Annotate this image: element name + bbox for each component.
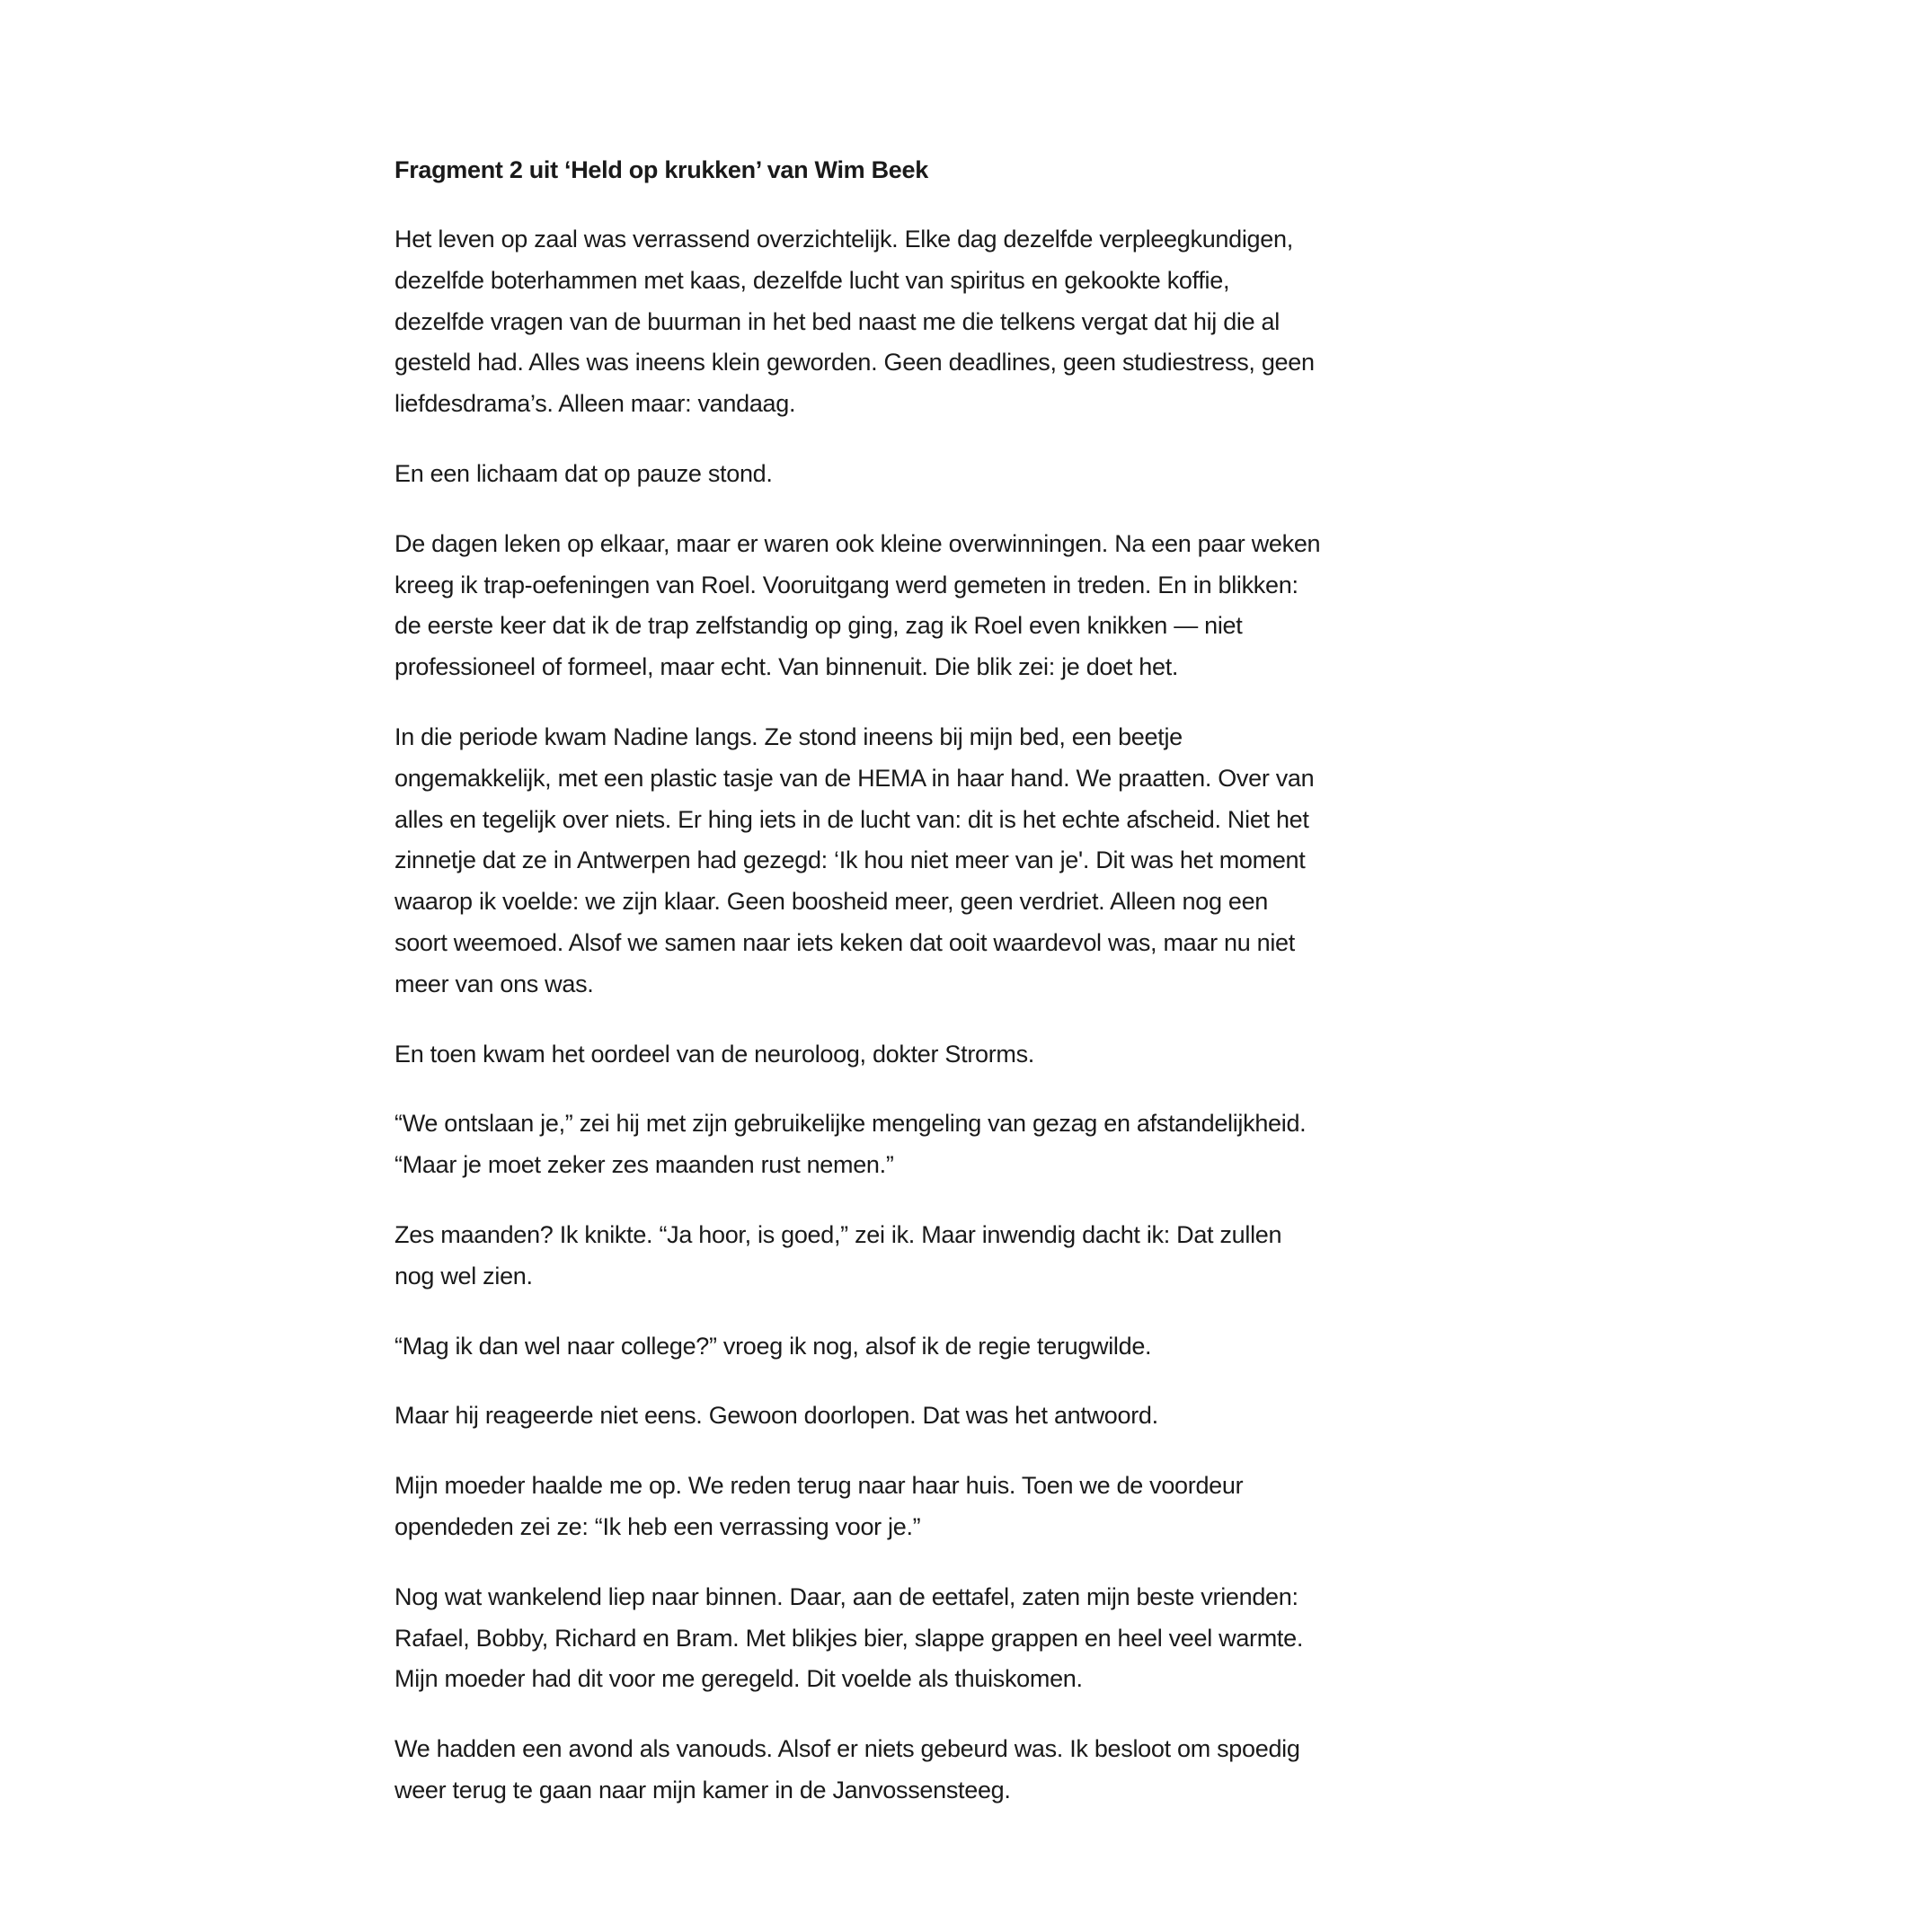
paragraph-line: Maar hij reageerde niet eens. Gewoon doorlopen. Dat was het antwoord. — [394, 1402, 1158, 1430]
paragraph — [394, 1103, 1581, 1186]
document-page — [394, 149, 1581, 1840]
paragraph-line: In die periode kwam Nadine langs. Ze stond ineens bij mijn bed, een beetje — [394, 722, 1183, 750]
paragraph-line: Mijn moeder had dit voor me geregeld. Dit voelde als thuiskomen. — [394, 1665, 1083, 1693]
paragraph — [394, 717, 1581, 1006]
paragraph — [394, 524, 1581, 688]
paragraph-line: waarop ik voelde: we zijn klaar. Geen boosheid meer, geen verdriet. Alleen nog een — [394, 888, 1269, 916]
paragraph-line: De dagen leken op elkaar, maar er waren ook kleine overwinningen. Na een paar weken — [394, 529, 1321, 557]
paragraph-line: gesteld had. Alles was ineens klein geworden. Geen deadlines, geen studiestress, geen — [394, 349, 1315, 377]
paragraph-line: meer van ons was. — [394, 970, 594, 997]
paragraph — [394, 219, 1581, 425]
paragraph-line: dezelfde vragen van de buurman in het bed naast me die telkens vergat dat hij die al — [394, 307, 1280, 335]
paragraph-line: kreeg ik trap-oefeningen van Roel. Vooruitgang werd gemeten in treden. En in blikken: — [394, 571, 1298, 598]
paragraph-line: zinnetje dat ze in Antwerpen had gezegd: ‘Ik hou niet meer van je'. Dit was het moment — [394, 846, 1306, 874]
document-body — [394, 219, 1581, 1812]
document-title: Fragment 2 uit ‘Held op krukken’ van Wim Beek — [394, 156, 928, 183]
paragraph — [394, 1729, 1581, 1812]
paragraph-line: dezelfde boterhammen met kaas, dezelfde lucht van spiritus en gekookte koffie, — [394, 266, 1230, 294]
paragraph — [394, 454, 1581, 495]
paragraph-line: Nog wat wankelend liep naar binnen. Daar, aan de eettafel, zaten mijn beste vrienden: — [394, 1582, 1298, 1610]
paragraph-line: Zes maanden? Ik knikte. “Ja hoor, is goed,” zei ik. Maar inwendig dacht ik: Dat zullen — [394, 1220, 1282, 1248]
paragraph-line: En een lichaam dat op pauze stond. — [394, 459, 773, 487]
paragraph-line: alles en tegelijk over niets. Er hing iets in de lucht van: dit is het echte afscheid. Niet het — [394, 805, 1309, 833]
paragraph — [394, 1326, 1581, 1368]
paragraph-line: Mijn moeder haalde me op. We reden terug naar haar huis. Toen we de voordeur — [394, 1472, 1244, 1500]
paragraph-line: opendeden zei ze: “Ik heb een verrassing voor je.” — [394, 1512, 921, 1540]
paragraph — [394, 1215, 1581, 1298]
paragraph-line: Het leven op zaal was verrassend overzichtelijk. Elke dag dezelfde verpleegkundigen, — [394, 226, 1293, 253]
paragraph-line: “Mag ik dan wel naar college?” vroeg ik nog, alsof ik de regie terugwilde. — [394, 1332, 1152, 1360]
paragraph-line: de eerste keer dat ik de trap zelfstandig op ging, zag ik Roel even knikken — niet — [394, 612, 1243, 640]
paragraph-line: weer terug te gaan naar mijn kamer in de Janvossensteeg. — [394, 1776, 1011, 1803]
paragraph — [394, 1034, 1581, 1076]
paragraph-line: Rafael, Bobby, Richard en Bram. Met blikjes bier, slappe grappen en heel veel warmte. — [394, 1624, 1304, 1652]
paragraph-line: liefdesdrama’s. Alleen maar: vandaag. — [394, 390, 796, 418]
paragraph-line: nog wel zien. — [394, 1262, 533, 1289]
paragraph-line: “We ontslaan je,” zei hij met zijn gebruikelijke mengeling van gezag en afstandelijkheid. — [394, 1110, 1307, 1138]
paragraph-line: professioneel of formeel, maar echt. Van binnenuit. Die blik zei: je doet het. — [394, 653, 1179, 681]
paragraph-line: soort weemoed. Alsof we samen naar iets keken dat ooit waardevol was, maar nu niet — [394, 928, 1295, 956]
paragraph-line: En toen kwam het oordeel van de neuroloog, dokter Strorms. — [394, 1040, 1035, 1068]
paragraph — [394, 1396, 1581, 1437]
paragraph — [394, 1577, 1581, 1700]
paragraph — [394, 1466, 1581, 1548]
paragraph-line: We hadden een avond als vanouds. Alsof er niets gebeurd was. Ik besloot om spoedig — [394, 1735, 1300, 1763]
paragraph-line: “Maar je moet zeker zes maanden rust nemen.” — [394, 1151, 894, 1179]
paragraph-line: ongemakkelijk, met een plastic tasje van de HEMA in haar hand. We praatten. Over van — [394, 764, 1315, 792]
